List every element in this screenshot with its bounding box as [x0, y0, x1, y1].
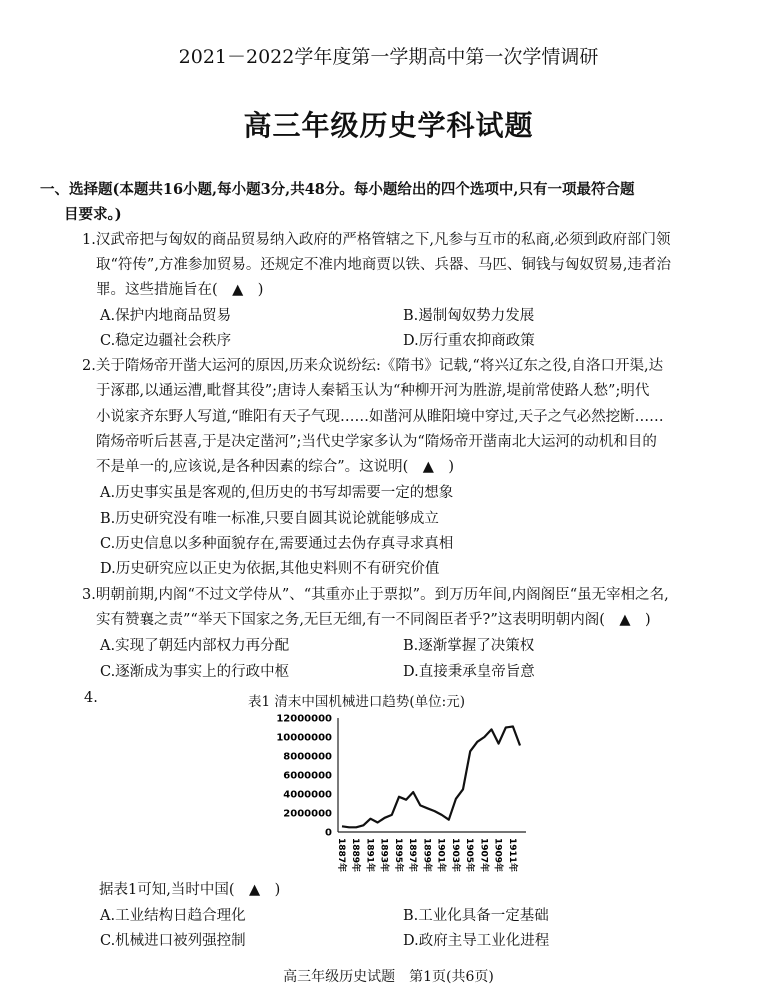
series-line [342, 727, 520, 828]
q3-line: 3.明朝前期,内阁“不过文学侍从”、“其重亦止于票拟”。到万历年间,内阁阁臣“虽无宰相之名, [82, 587, 669, 603]
exam-title: 高三年级历史学科试题 [243, 109, 534, 142]
q3-option-a: A.实现了朝廷内部权力再分配 [100, 638, 290, 654]
q2-line: 不是单一的,应该说,是各种因素的综合”。这说明( ▲ ) [96, 459, 455, 475]
x-tick-label: 1903年 [449, 838, 460, 873]
q3-option-c: C.逐渐成为事实上的行政中枢 [100, 664, 290, 680]
q1-option-d: D.厉行重农抑商政策 [403, 333, 535, 349]
q1-line: 1.汉武帝把与匈奴的商品贸易纳入政府的严格管辖之下,凡参与互市的私商,必须到政府部门领 [82, 232, 671, 248]
x-tick-label: 1901年 [435, 838, 446, 873]
y-tick-label: 6000000 [283, 770, 332, 782]
q2-line: 2.关于隋炀帝开凿大运河的原因,历来众说纷纭:《隋书》记载,“将兴辽东之役,自洛口开渠,达 [82, 358, 664, 374]
q2-option-c: C.历史信息以多种面貌存在,需要通过去伪存真寻求真相 [100, 536, 454, 552]
y-tick-label: 0 [325, 827, 332, 839]
x-tick-label: 1909年 [492, 838, 503, 873]
q2-option-d: D.历史研究应以正史为依据,其他史料则不有研究价值 [100, 561, 440, 577]
q1-line: 罪。这些措施旨在( ▲ ) [96, 282, 264, 298]
x-tick-label: 1887年 [336, 838, 346, 873]
x-tick-label: 1897年 [407, 838, 418, 873]
q4-option-a: A.工业结构日趋合理化 [100, 908, 246, 924]
y-tick-label: 2000000 [283, 808, 332, 820]
q2-line: 于涿郡,以通运漕,毗督其役”;唐诗人秦韬玉认为“种柳开河为胜游,堤前常使路人愁”;明代 [96, 383, 650, 399]
x-tick-label: 1889年 [350, 838, 361, 873]
exam-header: 2021－2022学年度第一学期高中第一次学情调研 [178, 46, 599, 68]
q3-line: 实有赞襄之责”“举天下国家之务,无巨无细,有一不同阁臣者乎?”这表明明朝内阁( ▲ ) [96, 612, 651, 628]
q2-line: 隋炀帝听后甚喜,于是决定凿河”;当代史学家多认为“隋炀帝开凿南北大运河的动机和目的 [96, 434, 657, 450]
section-heading-line1: 一、选择题(本题共16小题,每小题3分,共48分。每小题给出的四个选项中,只有一项最符合题 [40, 181, 635, 198]
x-tick-label: 1893年 [378, 838, 389, 873]
q3-option-d: D.直接秉承皇帝旨意 [403, 664, 535, 680]
x-tick-label: 1895年 [392, 838, 403, 873]
q1-option-b: B.遏制匈奴势力发展 [403, 308, 535, 324]
q2-option-a: A.历史事实虽是客观的,但历史的书写却需要一定的想象 [100, 485, 454, 501]
q4-option-d: D.政府主导工业化进程 [403, 933, 550, 949]
q4-option-b: B.工业化具备一定基础 [403, 908, 549, 924]
q4-number: 4. [84, 690, 98, 706]
section-heading-line2: 目要求。) [64, 206, 122, 223]
q2-option-b: B.历史研究没有唯一标准,只要自圆其说论就能够成立 [100, 511, 439, 527]
y-tick-label: 12000000 [276, 713, 332, 725]
table-title: 表1 清末中国机械进口趋势(单位:元) [248, 694, 465, 710]
q1-line: 取“符传”,方准参加贸易。还规定不准内地商贾以铁、兵器、马匹、铜钱与匈奴贸易,违者治 [96, 257, 672, 273]
x-tick-label: 1899年 [421, 838, 432, 873]
q1-option-c: C.稳定边疆社会秩序 [100, 333, 232, 349]
x-tick-label: 1891年 [364, 838, 375, 873]
x-tick-label: 1905年 [464, 838, 475, 873]
q3-option-b: B.逐渐掌握了决策权 [403, 638, 535, 654]
x-tick-label: 1907年 [478, 838, 489, 873]
machinery-import-line-chart [270, 708, 540, 880]
y-tick-label: 4000000 [283, 789, 332, 801]
y-tick-label: 10000000 [276, 732, 332, 744]
page-footer: 高三年级历史试题 第1页(共6页) [283, 969, 494, 985]
q4-option-c: C.机械进口被列强控制 [100, 933, 246, 949]
y-tick-label: 8000000 [283, 751, 332, 763]
q4-stem: 据表1可知,当时中国( ▲ ) [99, 882, 281, 898]
q2-line: 小说家齐东野人写道,“睢阳有天子气现……如凿河从睢阳境中穿过,天子之气必然挖断…… [96, 409, 664, 425]
q1-option-a: A.保护内地商品贸易 [100, 308, 232, 324]
x-tick-label: 1911年 [506, 838, 517, 873]
